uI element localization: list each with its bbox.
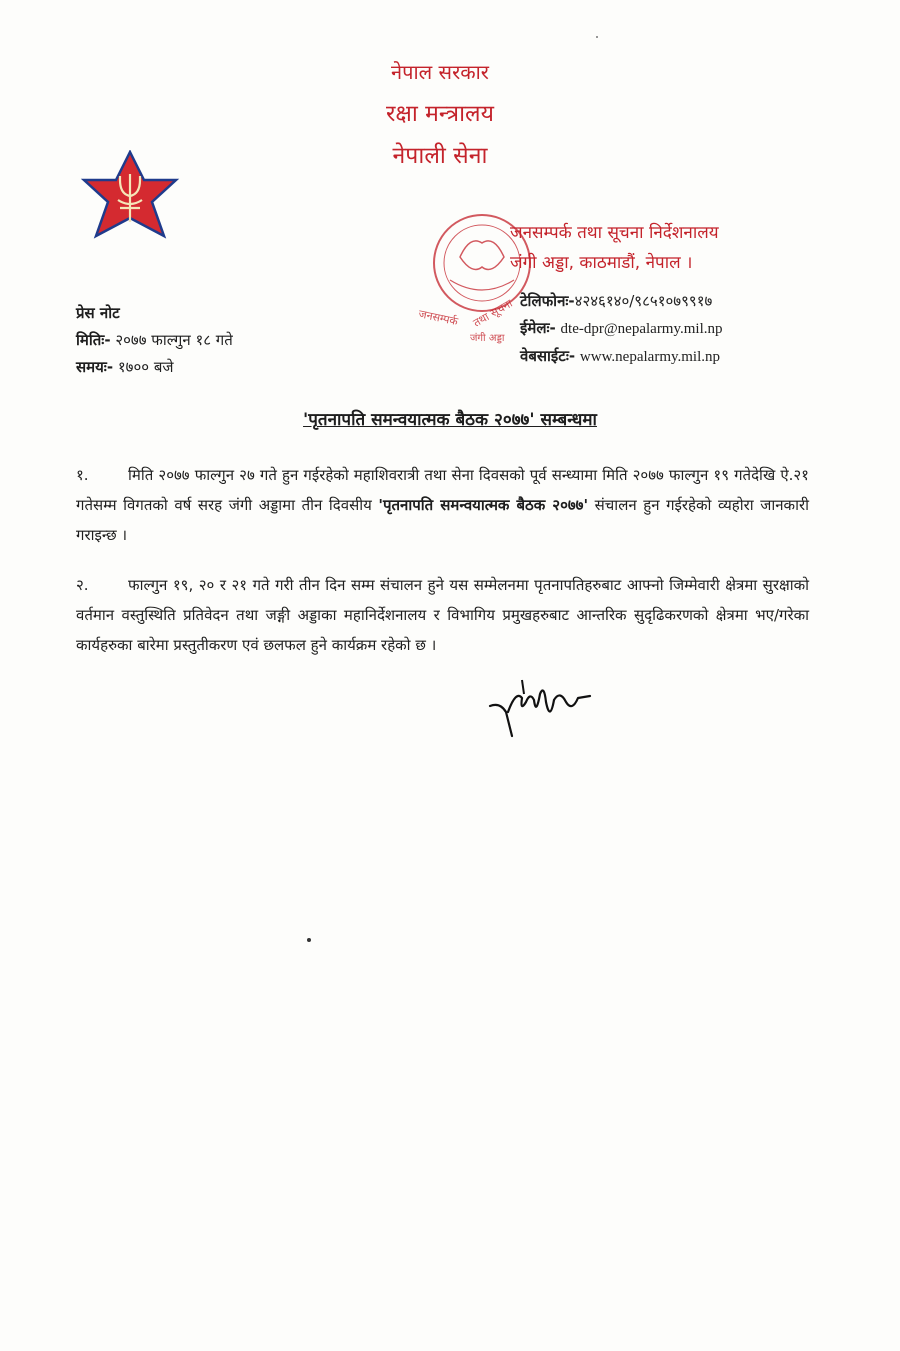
- time-value: १७०० बजे: [117, 358, 174, 376]
- directorate-block: [510, 218, 719, 278]
- army-heading: नेपाली सेना: [392, 143, 488, 169]
- government-heading: नेपाल सरकार: [391, 60, 489, 84]
- date-label: मितिः-: [76, 331, 111, 349]
- handwritten-signature: [486, 672, 596, 742]
- ministry-heading: रक्षा मन्त्रालय: [386, 101, 494, 127]
- paragraph-1-text-a: मिति २०७७ फाल्गुन २७ गते हुन गईरहेको महाशिवरात्री तथा सेना दिवसको पूर्व सन्ध्यामा मिति २०७७ फाल्गुन १९ गतेदेखि ऐ.२१ गतेसम्म विगतको वर्ष सरह जंगी अड्डामा तीन दिवसीय: [76, 466, 809, 514]
- directorate-name: जनसम्पर्क तथा सूचना निर्देशनालय: [510, 223, 719, 243]
- date-row: [76, 327, 233, 354]
- contact-block: [520, 288, 723, 371]
- email-label: ईमेलः-: [520, 319, 556, 337]
- press-note-title: प्रेस नोट: [76, 304, 120, 322]
- paragraph-1-number: १.: [76, 466, 89, 484]
- paragraph-2-number: २.: [76, 576, 89, 594]
- paragraph-1-event-name: 'पृतनापति समन्वयात्मक बैठक २०७७': [378, 496, 589, 514]
- time-label: समयः-: [76, 358, 114, 376]
- paragraph-1: [76, 460, 809, 550]
- paragraph-1-text-b: संचालन हुन गईरहेको व्यहोरा जानकारी गराइन्छ ।: [76, 496, 809, 544]
- phone-label: टेलिफोनः-: [520, 292, 575, 310]
- email-row: [520, 315, 723, 343]
- paragraph-2: [76, 570, 809, 660]
- ink-dot: [307, 938, 311, 942]
- phone-row: [520, 288, 723, 315]
- website-label: वेबसाईटः-: [520, 347, 576, 365]
- subject-heading: 'पृतनापति समन्वयात्मक बैठक २०७७' सम्बन्धमा: [303, 410, 597, 430]
- nepal-army-star-emblem: [80, 150, 180, 250]
- email-address[interactable]: dte-dpr@nepalarmy.mil.np: [560, 321, 723, 337]
- website-url[interactable]: www.nepalarmy.mil.np: [579, 349, 721, 365]
- directorate-address: जंगी अड्डा, काठमाडौं, नेपाल ।: [510, 253, 693, 273]
- svg-text:जनसम्पर्क: जनसम्पर्क: [417, 307, 460, 329]
- press-note-meta: [76, 300, 233, 381]
- paragraph-2-text: फाल्गुन १९, २० र २१ गते गरी तीन दिन सम्म संचालन हुने यस सम्मेलनमा पृतनापतिहरुबाट आफ्नो जिम्मेवारी क्षेत्रमा सुरक्षाको वर्तमान वस्तुस्थिति प्रतिवेदन तथा जङ्गी अड्डाका महानिर्देशनालय र विभागिय प्रमुखहरुबाट आन्तरिक सुदृढिकरणको क्षेत्रमा भए/गरेका कार्यहरुका बारेमा प्रस्तुतीकरण एवं छलफल हुने कार्यक्रम रहेको छ ।: [76, 576, 809, 654]
- svg-text:तथा सूचना: तथा सूचना: [471, 296, 515, 330]
- ink-speck: [596, 36, 598, 38]
- svg-text:जंगी अड्डा: जंगी अड्डा: [470, 333, 505, 344]
- website-row: [520, 343, 723, 371]
- date-value: २०७७ फाल्गुन १८ गते: [115, 331, 233, 349]
- phone-number: ४२४६१४०/९८५१०७९९१७: [574, 292, 713, 310]
- time-row: [76, 354, 233, 381]
